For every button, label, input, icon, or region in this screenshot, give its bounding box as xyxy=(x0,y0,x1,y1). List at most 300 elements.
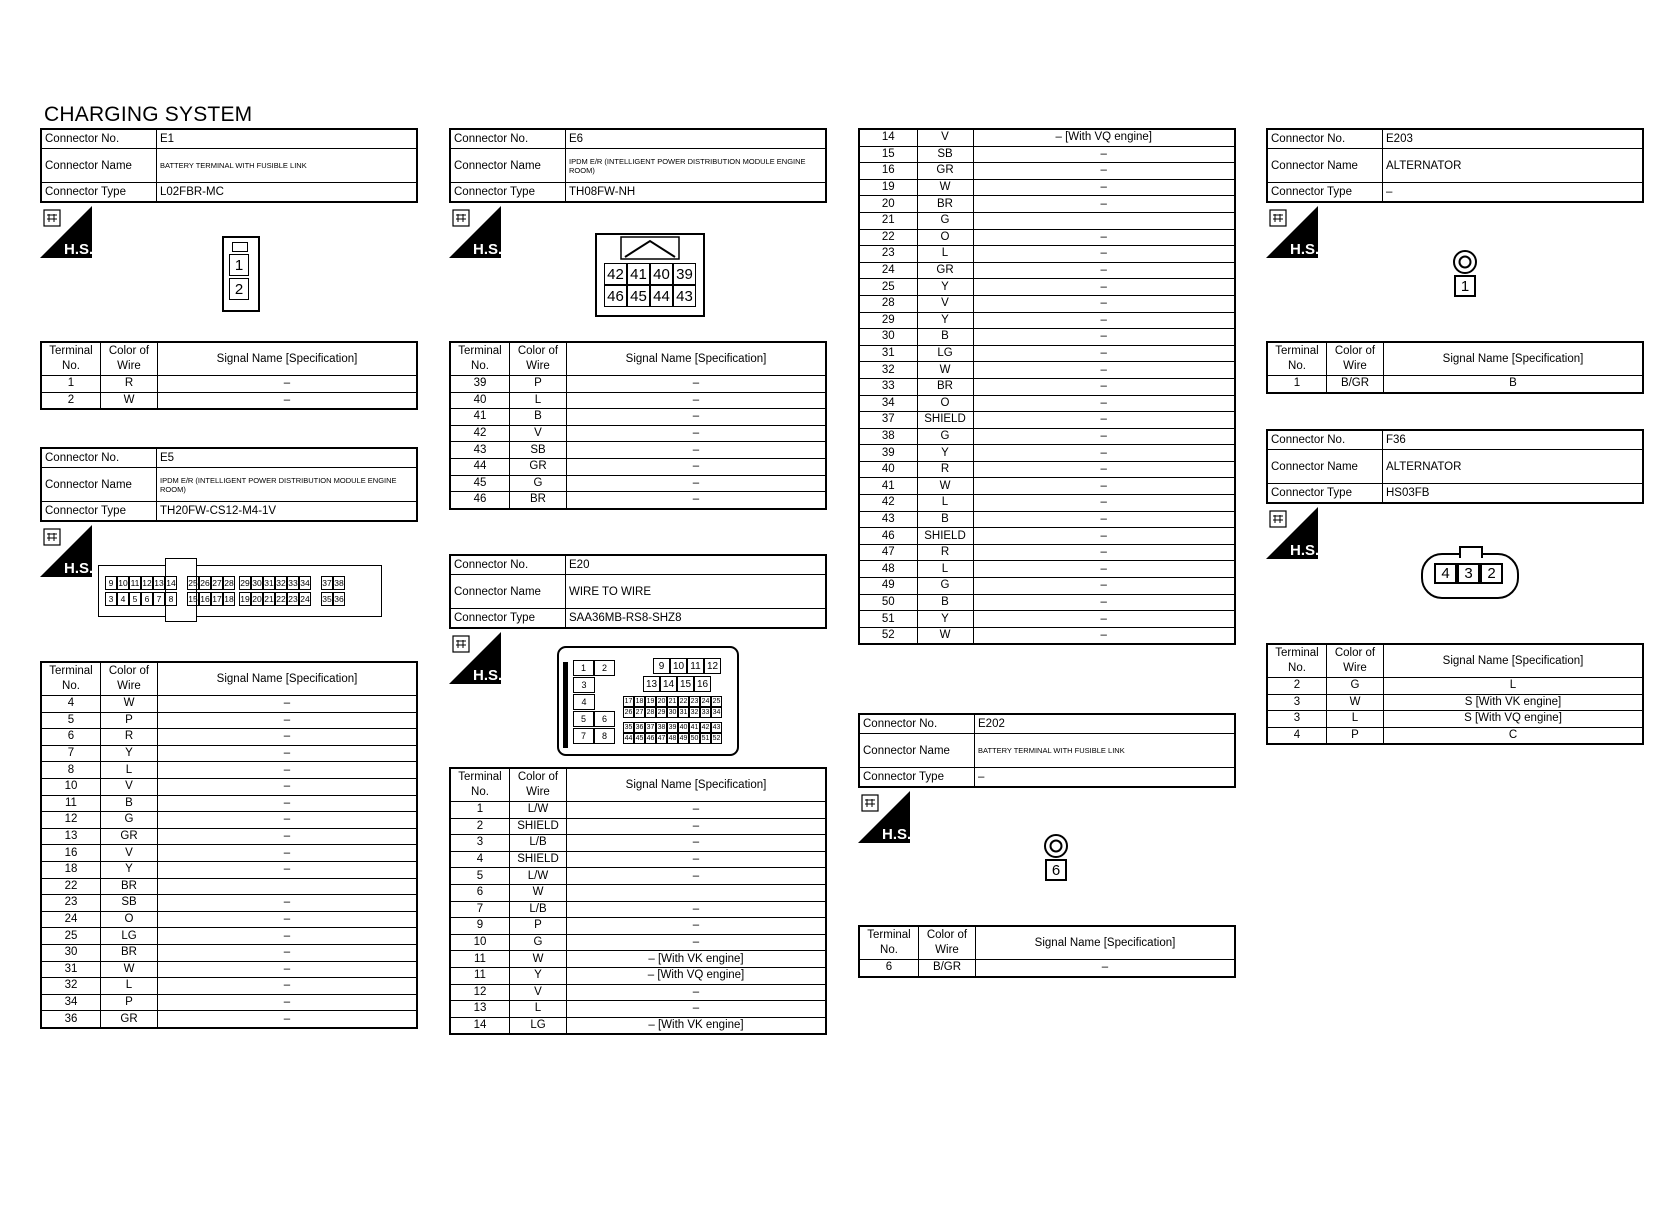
signal-name-cell: – xyxy=(158,745,418,762)
svg-text:H.S.: H.S. xyxy=(473,241,501,258)
table-row xyxy=(450,851,826,868)
signal-name-cell: – xyxy=(567,835,827,852)
connector-no-value: E202 xyxy=(975,714,1236,734)
signal-name-cell: – xyxy=(973,461,1235,478)
pin-cell: 12 xyxy=(704,658,721,674)
pin-cell: 2 xyxy=(594,660,615,676)
pin-cell: 6 xyxy=(1045,859,1067,881)
connector-type-label: Connector Type xyxy=(41,502,157,522)
table-row xyxy=(41,696,417,713)
wire-color-cell: P xyxy=(1327,727,1384,744)
signal-name-cell: – xyxy=(973,362,1235,379)
table-row xyxy=(450,409,826,426)
wire-color-cell: G xyxy=(101,812,158,829)
pin-cell: 5 xyxy=(573,711,594,727)
terminal-no-cell: 29 xyxy=(859,312,917,329)
table-row xyxy=(41,961,417,978)
connector-e1-pins xyxy=(40,341,418,410)
color-of-wire-header: Color of Wire xyxy=(510,342,567,376)
signal-name-cell: B xyxy=(1384,376,1644,393)
pin-cell: 6 xyxy=(594,711,615,727)
signal-name-cell: – xyxy=(567,458,827,475)
table-row xyxy=(859,544,1235,561)
table-row xyxy=(859,329,1235,346)
terminal-no-cell: 42 xyxy=(859,495,917,512)
table-row xyxy=(41,861,417,878)
signal-name-cell: – xyxy=(973,578,1235,595)
pin-cell: 9 xyxy=(105,576,117,590)
wire-color-cell: GR xyxy=(101,1011,158,1028)
pin-cell: 41 xyxy=(627,263,650,285)
signal-name-cell: – xyxy=(567,442,827,459)
terminal-no-cell: 11 xyxy=(41,795,101,812)
table-row xyxy=(859,212,1235,229)
wire-color-cell: W xyxy=(510,951,567,968)
pin-cell: 8 xyxy=(165,592,177,606)
pin-cell: 32 xyxy=(690,709,699,716)
color-of-wire-header: Color of Wire xyxy=(1327,342,1384,376)
hs-icon xyxy=(449,206,501,258)
connector-type-label: Connector Type xyxy=(859,768,975,788)
connector-e20-pins-b xyxy=(858,128,1236,645)
pin-cell: 17 xyxy=(212,594,222,604)
signal-name-cell: – xyxy=(158,376,418,393)
signal-name-cell: – xyxy=(567,868,827,885)
pin-cell: 11 xyxy=(687,658,704,674)
terminal-no-cell: 41 xyxy=(450,409,510,426)
connector-e202-pins xyxy=(858,925,1236,978)
wire-color-cell: GR xyxy=(101,828,158,845)
pin-cell: 22 xyxy=(276,594,286,604)
table-row xyxy=(859,528,1235,545)
wire-color-cell: Y xyxy=(917,445,973,462)
table-row xyxy=(41,812,417,829)
terminal-no-cell: 38 xyxy=(859,428,917,445)
terminal-no-cell: 12 xyxy=(41,812,101,829)
wire-color-cell: W xyxy=(917,478,973,495)
wire-color-cell: W xyxy=(1327,694,1384,711)
signal-name-cell: – xyxy=(158,911,418,928)
table-row xyxy=(859,478,1235,495)
pin-cell: 29 xyxy=(240,578,250,588)
table-row xyxy=(41,729,417,746)
table-row xyxy=(450,392,826,409)
terminal-no-cell: 51 xyxy=(859,611,917,628)
signal-name-cell: C xyxy=(1384,727,1644,744)
terminal-no-cell: 1 xyxy=(1267,376,1327,393)
terminal-no-cell: 3 xyxy=(1267,711,1327,728)
terminal-no-cell: 2 xyxy=(41,392,101,409)
signal-name-cell: – xyxy=(973,262,1235,279)
pin-cell: 36 xyxy=(635,724,644,731)
connector-type-label: Connector Type xyxy=(1267,484,1383,504)
table-row xyxy=(859,594,1235,611)
signal-name-cell: – xyxy=(973,345,1235,362)
table-row xyxy=(450,425,826,442)
terminal-no-cell: 30 xyxy=(41,944,101,961)
signal-name-cell: – xyxy=(158,696,418,713)
signal-name-cell: – xyxy=(973,528,1235,545)
terminal-no-cell: 43 xyxy=(450,442,510,459)
connector-no-label: Connector No. xyxy=(1267,430,1383,450)
connector-e1-diagram xyxy=(222,236,260,312)
terminal-no-cell: 24 xyxy=(859,262,917,279)
pin-cell: 24 xyxy=(701,698,710,705)
connector-name-label: Connector Name xyxy=(450,149,566,183)
terminal-no-cell: 4 xyxy=(1267,727,1327,744)
wire-color-cell: L xyxy=(510,392,567,409)
pin-cell: 42 xyxy=(701,724,710,731)
wire-color-cell: L/W xyxy=(510,802,567,819)
table-row xyxy=(859,345,1235,362)
signal-name-cell: – xyxy=(158,762,418,779)
wire-color-cell: Y xyxy=(917,611,973,628)
pin-cell: 3 xyxy=(573,677,595,693)
wire-color-cell: W xyxy=(101,696,158,713)
wire-color-cell: L xyxy=(1327,711,1384,728)
terminal-no-cell: 23 xyxy=(41,895,101,912)
terminal-no-cell: 32 xyxy=(41,978,101,995)
connector-name-label: Connector Name xyxy=(1267,149,1383,183)
pin-cell: 26 xyxy=(200,578,210,588)
terminal-no-cell: 31 xyxy=(41,961,101,978)
terminal-no-cell: 24 xyxy=(41,911,101,928)
terminal-no-cell: 4 xyxy=(450,851,510,868)
wire-color-cell: V xyxy=(101,778,158,795)
pin-cell: 52 xyxy=(712,735,721,742)
signal-name-cell: – [With VK engine] xyxy=(567,951,827,968)
pin-cell: 17 xyxy=(624,698,633,705)
table-row xyxy=(450,458,826,475)
table-row xyxy=(41,828,417,845)
connector-name-value: BATTERY TERMINAL WITH FUSIBLE LINK xyxy=(157,149,418,183)
connector-name-label: Connector Name xyxy=(859,734,975,768)
wire-color-cell: Y xyxy=(510,967,567,984)
signal-name-cell: – xyxy=(567,901,827,918)
table-row xyxy=(450,868,826,885)
svg-text:H.S.: H.S. xyxy=(1290,241,1318,258)
connector-no-value: E6 xyxy=(566,129,827,149)
signal-name-cell: – xyxy=(158,928,418,945)
wire-color-cell: SB xyxy=(917,146,973,163)
signal-name-header: Signal Name [Specification] xyxy=(976,926,1236,960)
terminal-no-cell: 14 xyxy=(450,1017,510,1034)
pin-cell: 23 xyxy=(690,698,699,705)
wire-color-cell: P xyxy=(101,994,158,1011)
terminal-no-cell: 32 xyxy=(859,362,917,379)
terminal-no-cell: 10 xyxy=(41,778,101,795)
connector-type-label: Connector Type xyxy=(450,183,566,203)
wire-color-cell: Y xyxy=(917,312,973,329)
signal-name-cell: – xyxy=(158,978,418,995)
table-row xyxy=(450,967,826,984)
terminal-no-header: Terminal No. xyxy=(41,662,101,696)
wire-color-cell: SHIELD xyxy=(510,818,567,835)
signal-name-cell: – xyxy=(973,312,1235,329)
wire-color-cell: L xyxy=(101,762,158,779)
wire-color-cell: W xyxy=(917,179,973,196)
signal-name-cell: – xyxy=(973,146,1235,163)
pin-cell: 8 xyxy=(594,728,615,744)
wire-color-cell: R xyxy=(917,544,973,561)
wire-color-cell: W xyxy=(917,362,973,379)
wire-color-cell: G xyxy=(917,428,973,445)
table-row xyxy=(859,229,1235,246)
wire-color-cell: B/GR xyxy=(1327,376,1384,393)
signal-name-cell: – xyxy=(567,409,827,426)
connector-e20-diagram xyxy=(557,646,739,756)
pin-cell: 5 xyxy=(129,592,141,606)
hs-icon xyxy=(1266,206,1318,258)
connector-type-value: L02FBR-MC xyxy=(157,183,418,203)
signal-name-cell: – xyxy=(973,196,1235,213)
pin-cell: 14 xyxy=(660,676,677,692)
table-row xyxy=(41,978,417,995)
pin-cell: 3 xyxy=(1457,563,1480,584)
wire-color-cell: O xyxy=(917,229,973,246)
signal-name-cell: – xyxy=(973,163,1235,180)
pin-cell: 2 xyxy=(229,278,249,300)
wire-color-cell: P xyxy=(510,376,567,393)
wire-color-cell: BR xyxy=(101,944,158,961)
pin-cell: 6 xyxy=(141,592,153,606)
terminal-no-cell: 34 xyxy=(859,395,917,412)
table-row xyxy=(450,802,826,819)
signal-name-cell: – xyxy=(158,895,418,912)
wire-color-cell: V xyxy=(917,129,973,146)
pin-cell: 4 xyxy=(117,592,129,606)
pin-cell: 19 xyxy=(240,594,250,604)
wire-color-cell: GR xyxy=(917,262,973,279)
table-row xyxy=(859,395,1235,412)
connector-f36-pins xyxy=(1266,643,1644,745)
pin-cell: 18 xyxy=(635,698,644,705)
table-row xyxy=(41,994,417,1011)
pin-cell: 50 xyxy=(690,735,699,742)
table-row xyxy=(859,611,1235,628)
terminal-no-cell: 3 xyxy=(450,835,510,852)
wire-color-cell: R xyxy=(917,461,973,478)
terminal-no-cell: 52 xyxy=(859,627,917,644)
connector-e6-pins xyxy=(449,341,827,510)
terminal-no-cell: 1 xyxy=(41,376,101,393)
terminal-no-cell: 46 xyxy=(450,492,510,509)
signal-name-cell: – xyxy=(567,492,827,509)
color-of-wire-header: Color of Wire xyxy=(101,662,158,696)
terminal-no-cell: 43 xyxy=(859,511,917,528)
signal-name-header: Signal Name [Specification] xyxy=(567,768,827,802)
table-row xyxy=(859,312,1235,329)
pin-cell: 11 xyxy=(130,578,140,588)
pin-cell: 38 xyxy=(334,578,344,588)
terminal-no-cell: 6 xyxy=(41,729,101,746)
terminal-no-cell: 31 xyxy=(859,345,917,362)
table-row xyxy=(859,960,1235,977)
table-row xyxy=(859,445,1235,462)
wire-color-cell: G xyxy=(1327,678,1384,695)
color-of-wire-header: Color of Wire xyxy=(510,768,567,802)
terminal-no-header: Terminal No. xyxy=(450,342,510,376)
wire-color-cell: O xyxy=(101,911,158,928)
pin-cell: 28 xyxy=(646,709,655,716)
terminal-no-cell: 34 xyxy=(41,994,101,1011)
signal-name-cell: – [With VQ engine] xyxy=(973,129,1235,146)
pin-cell: 1 xyxy=(1454,275,1476,297)
pin-cell: 33 xyxy=(701,709,710,716)
wire-color-cell: BR xyxy=(510,492,567,509)
terminal-no-cell: 11 xyxy=(450,967,510,984)
pin-cell: 14 xyxy=(166,578,176,588)
table-row xyxy=(859,179,1235,196)
pin-cell: 20 xyxy=(657,698,666,705)
wire-color-cell: O xyxy=(917,395,973,412)
connector-e6-info xyxy=(449,128,827,203)
terminal-no-cell: 48 xyxy=(859,561,917,578)
table-row xyxy=(41,762,417,779)
wire-color-cell: Y xyxy=(101,861,158,878)
pin-cell: 1 xyxy=(229,254,249,276)
connector-no-value: E5 xyxy=(157,448,418,468)
terminal-no-cell: 36 xyxy=(41,1011,101,1028)
table-row xyxy=(41,895,417,912)
terminal-no-header: Terminal No. xyxy=(1267,342,1327,376)
table-row xyxy=(41,712,417,729)
table-row xyxy=(859,461,1235,478)
table-row xyxy=(859,295,1235,312)
pin-cell: 49 xyxy=(679,735,688,742)
connector-name-value: IPDM E/R (INTELLIGENT POWER DISTRIBUTION MODULE ENGINE ROOM) xyxy=(566,149,827,183)
table-row xyxy=(450,492,826,509)
pin-cell: 44 xyxy=(624,735,633,742)
pin-cell: 30 xyxy=(668,709,677,716)
signal-name-cell: – xyxy=(973,329,1235,346)
signal-name-cell: – xyxy=(158,861,418,878)
signal-name-cell: – xyxy=(567,918,827,935)
wire-color-cell: R xyxy=(101,729,158,746)
wire-color-cell: V xyxy=(510,425,567,442)
wire-color-cell: SB xyxy=(101,895,158,912)
signal-name-cell: L xyxy=(1384,678,1644,695)
wire-color-cell: V xyxy=(917,295,973,312)
terminal-no-cell: 2 xyxy=(450,818,510,835)
pin-cell: 46 xyxy=(604,285,627,307)
table-row xyxy=(450,442,826,459)
terminal-no-cell: 45 xyxy=(450,475,510,492)
color-of-wire-header: Color of Wire xyxy=(919,926,976,960)
terminal-no-cell: 20 xyxy=(859,196,917,213)
pin-cell: 45 xyxy=(627,285,650,307)
connector-no-value: E203 xyxy=(1383,129,1644,149)
pin-cell: 38 xyxy=(657,724,666,731)
terminal-no-cell: 7 xyxy=(450,901,510,918)
signal-name-cell: – xyxy=(567,1001,827,1018)
pin-cell: 37 xyxy=(322,578,332,588)
hs-icon xyxy=(1266,507,1318,559)
wire-color-cell: G xyxy=(917,578,973,595)
wire-color-cell: BR xyxy=(917,378,973,395)
pin-cell: 44 xyxy=(650,285,673,307)
terminal-no-cell: 21 xyxy=(859,212,917,229)
table-row xyxy=(859,412,1235,429)
table-row xyxy=(450,918,826,935)
wire-color-cell: R xyxy=(101,376,158,393)
table-row xyxy=(859,246,1235,263)
pin-cell: 3 xyxy=(105,592,117,606)
pin-cell: 31 xyxy=(264,578,274,588)
terminal-no-cell: 44 xyxy=(450,458,510,475)
terminal-no-cell: 12 xyxy=(450,984,510,1001)
connector-name-value: ALTERNATOR xyxy=(1383,149,1644,183)
connector-e5-info xyxy=(40,447,418,522)
terminal-no-cell: 2 xyxy=(1267,678,1327,695)
pin-cell: 4 xyxy=(1434,563,1457,584)
table-row xyxy=(859,578,1235,595)
pin-cell: 29 xyxy=(657,709,666,716)
pin-cell: 45 xyxy=(635,735,644,742)
wire-color-cell: V xyxy=(510,984,567,1001)
pin-cell: 15 xyxy=(188,594,198,604)
table-row xyxy=(859,262,1235,279)
table-row xyxy=(450,475,826,492)
terminal-no-cell: 25 xyxy=(859,279,917,296)
terminal-no-cell: 22 xyxy=(41,878,101,895)
pin-cell: 15 xyxy=(677,676,694,692)
signal-name-cell: – xyxy=(973,594,1235,611)
table-row xyxy=(1267,678,1643,695)
signal-name-cell xyxy=(567,884,827,901)
wire-color-cell: BR xyxy=(917,196,973,213)
signal-name-cell: – xyxy=(973,478,1235,495)
connector-name-label: Connector Name xyxy=(41,149,157,183)
svg-text:H.S.: H.S. xyxy=(1290,542,1318,559)
signal-name-header: Signal Name [Specification] xyxy=(1384,342,1644,376)
terminal-no-cell: 8 xyxy=(41,762,101,779)
pin-cell: 34 xyxy=(300,578,310,588)
connector-e20-info xyxy=(449,554,827,629)
pin-cell: 22 xyxy=(679,698,688,705)
table-row xyxy=(41,911,417,928)
pin-cell: 27 xyxy=(635,709,644,716)
signal-name-cell: – xyxy=(567,818,827,835)
pin-cell: 30 xyxy=(252,578,262,588)
signal-name-cell: – xyxy=(973,611,1235,628)
table-row xyxy=(41,778,417,795)
table-row xyxy=(450,884,826,901)
pin-cell: 21 xyxy=(668,698,677,705)
signal-name-cell: – xyxy=(567,475,827,492)
signal-name-cell: – xyxy=(973,495,1235,512)
table-row xyxy=(859,362,1235,379)
terminal-no-cell: 14 xyxy=(859,129,917,146)
table-row xyxy=(450,818,826,835)
signal-name-cell: – xyxy=(158,812,418,829)
wire-color-cell: G xyxy=(917,212,973,229)
wire-color-cell: L xyxy=(101,978,158,995)
pin-cell: 43 xyxy=(673,285,696,307)
signal-name-cell: – xyxy=(158,1011,418,1028)
table-row xyxy=(859,511,1235,528)
connector-no-label: Connector No. xyxy=(41,129,157,149)
connector-no-value: F36 xyxy=(1383,430,1644,450)
connector-no-value: E1 xyxy=(157,129,418,149)
signal-name-cell: – xyxy=(567,851,827,868)
wire-color-cell: V xyxy=(101,845,158,862)
pin-cell: 35 xyxy=(624,724,633,731)
wire-color-cell: L xyxy=(917,246,973,263)
terminal-no-cell: 11 xyxy=(450,951,510,968)
table-row xyxy=(450,376,826,393)
pin-cell: 37 xyxy=(646,724,655,731)
